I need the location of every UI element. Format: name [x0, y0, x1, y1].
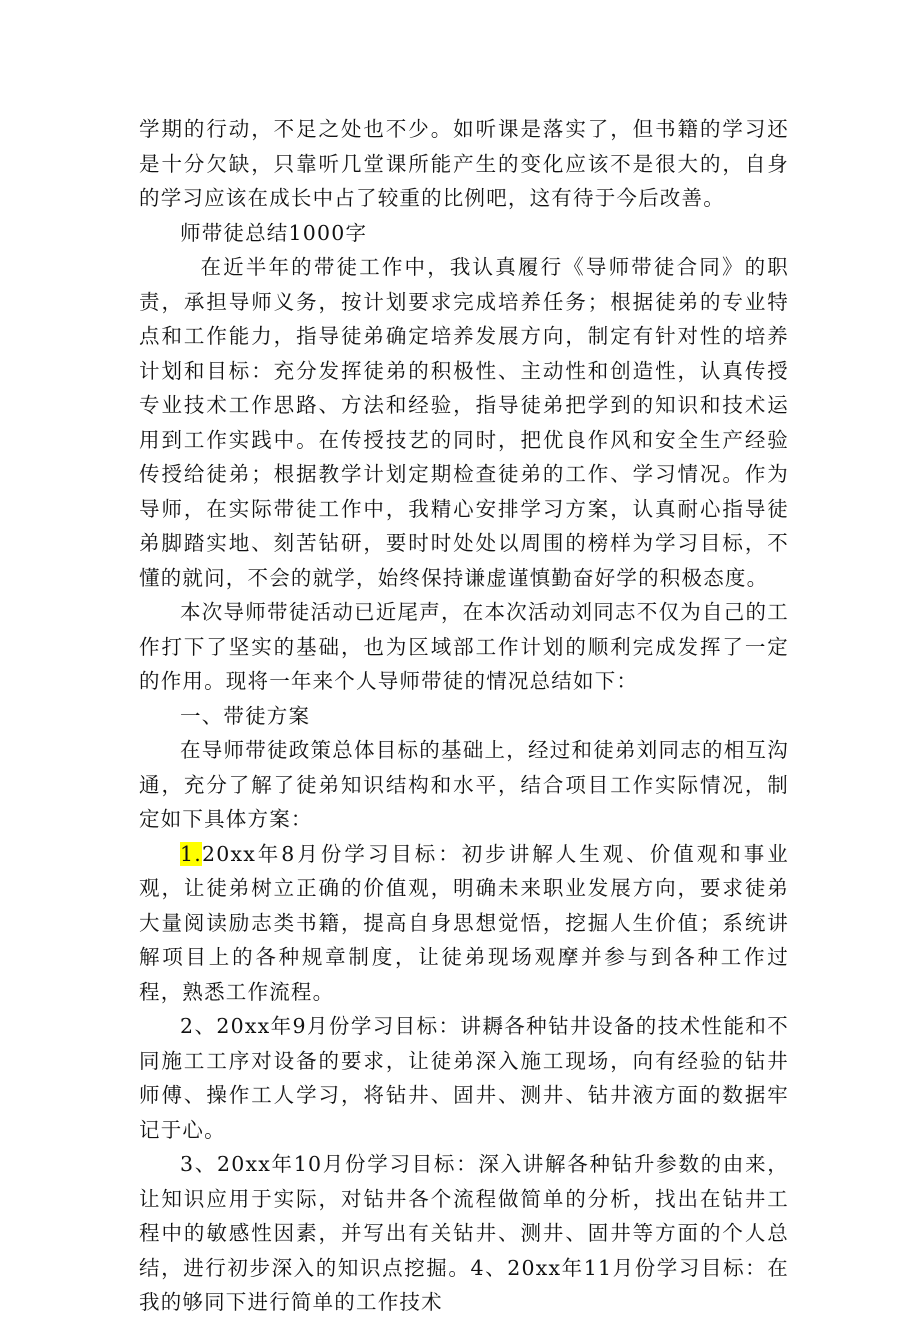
plan-item-3-4: 3、20xx年10月份学习目标：深入讲解各种钻升参数的由来，让知识应用于实际，对钻井各个流程做简单的分析，找出在钻井工程中的敏感性因素，并写出有关钻井、测井、固井等方面的个人总结，进行初步深入的知识点挖掘。4、20xx年11月份学习目标：在我的够同下进行简单的工作技术: [139, 1152, 789, 1314]
highlighted-item-marker: 1.: [180, 841, 202, 866]
plan-item-1: [139, 837, 789, 1010]
half-year-paragraph: 在近半年的带徒工作中，我认真履行《导师带徒合同》的职责，承担导师义务，按计划要求完成培养任务；根据徒弟的专业特点和工作能力，指导徒弟确定培养发展方向，制定有针对性的培养计划和目标：充分发挥徒弟的积极性、主动性和创造性，认真传授专业技术工作思路、方法和经验，指导徒弟把学到的知识和技术运用到工作实践中。在传授技艺的同时，把优良作风和安全生产经验传授给徒弟；根据教学计划定期检查徒弟的工作、学习情况。作为导师，在实际带徒工作中，我精心安排学习方案，认真耐心指导徒弟脚踏实地、刻苦钻研，要时时处处以周围的榜样为学习目标，不懂的就问，不会的就学，始终保持谦虚谨慎勤奋好学的积极态度。: [139, 255, 789, 590]
section-heading-plan: 一、带徒方案: [180, 703, 311, 728]
summary-paragraph: 本次导师带徒活动已近尾声，在本次活动刘同志不仅为自己的工作打下了坚实的基础，也为区域部工作计划的顺利完成发挥了一定的作用。现将一年来个人导师带徒的情况总结如下：: [139, 600, 789, 693]
document-heading: 师带徒总结1000字: [180, 220, 368, 245]
intro-paragraph: 学期的行动，不足之处也不少。如听课是落实了，但书籍的学习还是十分欠缺，只靠听几堂课所能产生的变化应该不是很大的，自身的学习应该在成长中占了较重的比例吧，这有待于今后改善。: [139, 117, 789, 210]
plan-item-2: 2、20xx年9月份学习目标：讲耨各种钻井设备的技术性能和不同施工工序对设备的要求，让徒弟深入施工现场，向有经验的钻井师傅、操作工人学习，将钻井、固井、测井、钻井液方面的数据牢记于心。: [139, 1014, 789, 1142]
document-body: [139, 112, 789, 1320]
plan-item-1-text: 20xx年8月份学习目标：初步讲解人生观、价值观和事业观，让徒弟树立正确的价值观，明确未来职业发展方向，要求徒弟大量阅读励志类书籍，提高自身思想觉悟，挖掘人生价值；系统讲解项目上的各种规章制度，让徒弟现场观摩并参与到各种工作过程，熟悉工作流程。: [139, 841, 789, 1004]
plan-paragraph: 在导师带徒政策总体目标的基础上，经过和徒弟刘同志的相互沟通，充分了解了徒弟知识结构和水平，结合项目工作实际情况，制定如下具体方案：: [139, 738, 789, 831]
